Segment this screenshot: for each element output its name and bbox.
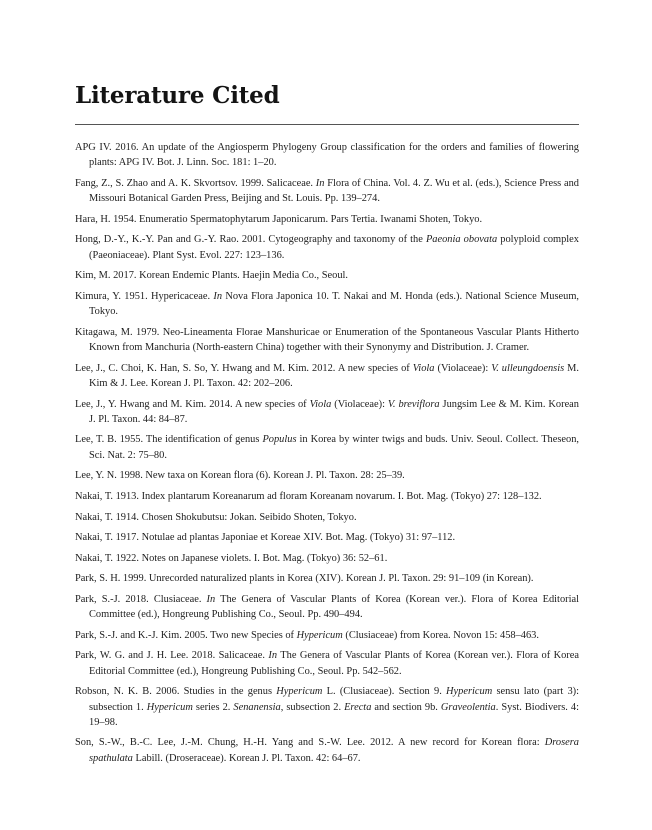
reference-text: Kim, M. 2017. Korean Endemic Plants. Haejin Media Co., Seoul. xyxy=(75,270,349,282)
reference-entry xyxy=(75,212,579,227)
reference-text: series 2. xyxy=(192,701,234,713)
reference-text: Flora of China. Vol. 4. Z. Wu et al. (eds.), Science Press and Missouri Botanical Garden Press, Beijing and St. Louis. Pp. 139–274. xyxy=(89,177,579,205)
reference-text: in Korea by winter twigs and buds. Univ. Seoul. Collect. Theseon, Sci. Nat. 2: 75–80. xyxy=(89,434,579,461)
reference-italic-text: Hypericum xyxy=(276,686,323,698)
reference-italic-text: Hypericum xyxy=(296,629,343,641)
reference-italic-text: In xyxy=(315,177,325,189)
reference-text: Kitagawa, M. 1979. Neo-Lineamenta Florae Manshuricae or Enumeration of the Spontaneous Vascular Plants Hitherto Known from Manchuria (North-eastern China) together with their Synonymy and Distribution. J. Cramer. xyxy=(75,326,579,354)
reference-text: Lee, J., C. Choi, K. Han, S. So, Y. Hwang and M. Kim. 2012. A new species of xyxy=(75,362,413,374)
reference-text: Son, S.-W., B.-C. Lee, J.-M. Chung, H.-H. Yang and S.-W. Lee. 2012. A new record for Korean flora: xyxy=(75,737,545,749)
reference-italic-text: Erecta xyxy=(344,701,372,713)
reference-text: and section 9b. xyxy=(371,701,441,713)
reference-text: Nakai, T. 1922. Notes on Japanese violets. I. Bot. Mag. (Tokyo) 36: 52–61. xyxy=(75,552,388,564)
reference-text: (Violaceae): xyxy=(331,398,388,410)
reference-entry xyxy=(75,510,579,525)
reference-entry xyxy=(75,268,579,283)
reference-italic-text: Hypericum xyxy=(446,686,493,698)
reference-text: Park, W. G. and J. H. Lee. 2018. Salicaceae. xyxy=(75,650,269,662)
reference-entry xyxy=(75,140,579,171)
reference-entry xyxy=(75,468,579,483)
reference-text: M. Kim & J. Lee. Korean J. Pl. Taxon. 42: 202–206. xyxy=(89,362,579,389)
reference-italic-text: Drosera spathulata xyxy=(89,737,579,764)
reference-text: Fang, Z., S. Zhao and A. K. Skvortsov. 1999. Salicaceae. xyxy=(75,177,316,189)
reference-italic-text: Viola xyxy=(309,398,332,410)
reference-text: APG IV. 2016. An update of the Angiosperm Phylogeny Group classification for the orders and families of flowering plants: APG IV. Bot. J. Linn. Soc. 181: 1–20. xyxy=(75,142,579,169)
reference-text: Park, S.-J. 2018. Clusiaceae. xyxy=(75,593,207,605)
reference-text: Lee, Y. N. 1998. New taxa on Korean flora (6). Korean J. Pl. Taxon. 28: 25–39. xyxy=(75,470,405,482)
reference-entry xyxy=(75,735,579,766)
reference-text: Lee, J., Y. Hwang and M. Kim. 2014. A new species of xyxy=(75,398,310,410)
reference-text: Lee, T. B. 1955. The identification of genus xyxy=(75,434,263,446)
reference-entry xyxy=(75,684,579,730)
reference-text: Nakai, T. 1914. Chosen Shokubutsu: Jokan. Seibido Shoten, Tokyo. xyxy=(75,511,357,523)
reference-entry xyxy=(75,176,579,207)
reference-entry xyxy=(75,551,579,566)
reference-entry xyxy=(75,232,579,263)
reference-italic-text: Paeonia obovata xyxy=(425,234,498,246)
reference-entry xyxy=(75,648,579,679)
reference-text: Labill. (Droseraceae). Korean J. Pl. Taxon. 42: 64–67. xyxy=(132,752,361,764)
reference-text: Kimura, Y. 1951. Hypericaceae. xyxy=(75,290,214,302)
reference-italic-text: In xyxy=(206,593,216,605)
reference-entry xyxy=(75,432,579,463)
reference-text: Park, S.-J. and K.-J. Kim. 2005. Two new Species of xyxy=(75,629,297,641)
reference-italic-text: Hypericum xyxy=(146,701,193,713)
reference-text: The Genera of Vascular Plants of Korea (Korean ver.). Flora of Korea Editorial Committee (ed.), Hongreung Publishing Co., Seoul. Pp. 490–494. xyxy=(89,593,579,621)
reference-italic-text: V. ulleungdoensis xyxy=(491,362,565,374)
reference-entry xyxy=(75,397,579,428)
reference-text: , subsection 2. xyxy=(280,701,345,713)
reference-text: polyploid complex (Paeoniaceae). Plant Syst. Evol. 227: 123–136. xyxy=(89,234,579,261)
reference-text: (Clusiaceae) from Korea. Novon 15: 458–463. xyxy=(342,629,539,641)
reference-text: (Violaceae): xyxy=(434,362,492,374)
title-divider xyxy=(75,124,579,125)
reference-entry xyxy=(75,530,579,545)
reference-text: The Genera of Vascular Plants of Korea (Korean ver.). Flora of Korea Editorial Committee (ed.), Hongreung Publishing Co., Seoul. Pp. 542–562. xyxy=(89,650,579,677)
reference-text: Hara, H. 1954. Enumeratio Spermatophytarum Japonicarum. Pars Tertia. Iwanami Shoten, Tokyo. xyxy=(75,213,483,225)
reference-italic-text: In xyxy=(213,290,223,302)
reference-entry xyxy=(75,489,579,504)
reference-italic-text: V. breviflora xyxy=(387,398,440,410)
reference-text: Park, S. H. 1999. Unrecorded naturalized plants in Korea (XIV). Korean J. Pl. Taxon. 29: 91–109 (in Korean). xyxy=(75,573,534,585)
reference-text: L. (Clusiaceae). Section 9. xyxy=(322,686,447,698)
section-title: Literature Cited xyxy=(75,82,280,109)
reference-list xyxy=(75,140,579,771)
reference-text: Nakai, T. 1917. Notulae ad plantas Japoniae et Koreae XIV. Bot. Mag. (Tokyo) 31: 97–112. xyxy=(75,532,456,544)
reference-text: Jungsim Lee & M. Kim. Korean J. Pl. Taxon. 44: 84–87. xyxy=(89,398,579,425)
reference-entry xyxy=(75,571,579,586)
reference-entry xyxy=(75,289,579,320)
reference-text: Robson, N. K. B. 2006. Studies in the genus xyxy=(75,686,277,698)
reference-text: Hong, D.-Y., K.-Y. Pan and G.-Y. Rao. 2001. Cytogeography and taxonomy of the xyxy=(75,234,426,246)
reference-entry xyxy=(75,361,579,392)
reference-italic-text: In xyxy=(268,650,278,662)
reference-entry xyxy=(75,325,579,356)
reference-italic-text: Populus xyxy=(262,434,297,446)
reference-entry xyxy=(75,628,579,643)
reference-italic-text: Senanensia xyxy=(233,701,281,713)
reference-italic-text: Graveolentia xyxy=(440,701,496,713)
reference-entry xyxy=(75,592,579,623)
reference-text: Nova Flora Japonica 10. T. Nakai and M. Honda (eds.). National Science Museum, Tokyo. xyxy=(89,290,579,318)
reference-text: . Syst. Biodivers. 4: 19–98. xyxy=(89,701,579,728)
reference-text: Nakai, T. 1913. Index plantarum Koreanarum ad floram Koreanam novarum. I. Bot. Mag. (Tokyo) 27: 128–132. xyxy=(75,490,542,502)
reference-text: sensu lato (part 3): subsection 1. xyxy=(89,686,579,713)
reference-italic-text: Viola xyxy=(412,362,435,374)
